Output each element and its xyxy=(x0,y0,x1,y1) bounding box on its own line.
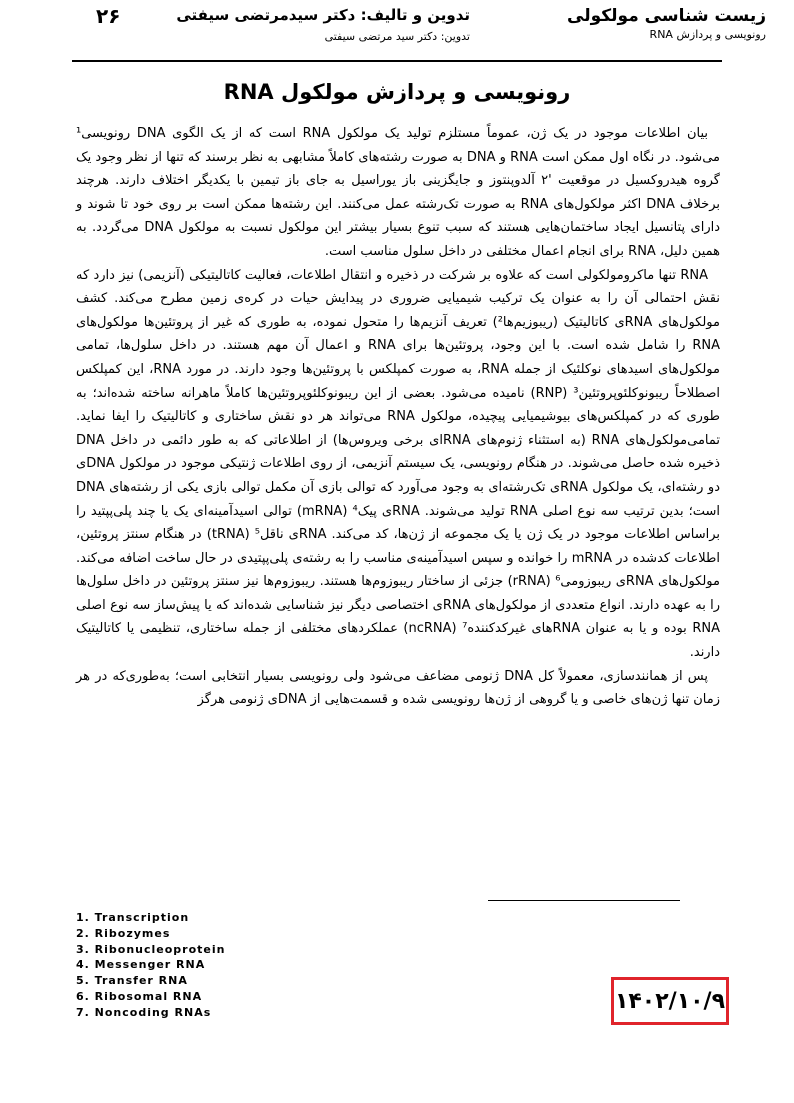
date-stamp xyxy=(611,977,729,1025)
header-divider xyxy=(72,60,722,62)
footnote: 2. Ribozymes xyxy=(76,926,171,940)
paragraph: RNA تنها ماکرومولکولی است که علاوه بر شرکت در ذخیره و انتقال اطلاعات، فعالیت کاتالیتیکی (آنزیمی) نیز دارد که نقش احتمالی آن را به عنوان یک ترکیب شیمیایی ضروری در پیدایش حیات در کره‌ی زمین مطرح می‌کند. کشف مولکول‌های RNAی کاتالیتیک (ریبوزیم‌ها²) تعریف آنزیم‌ها را متحول نموده، به طوری که غیر از پروتئین‌ها مولکول‌های RNA را شامل شده است. با این وجود، پروتئین‌ها برای RNA و اعمال آن مهم هستند. در داخل سلول‌ها، تمامی مولکول‌های اسیدهای نوکلئیک از جمله RNA، به صورت کمپلکس با پروتئین‌ها وجود دارند. در مورد RNA، این کمپلکس اصطلاحاً ریبونوکلئوپروتئین³ (RNP) نامیده می‌شود. بعضی از این ریبونوکلئوپروتئین‌ها کاملاً ماهرانه ساخته شده‌اند؛ به طوری که در کمپلکس‌های بیوشیمیایی پیچیده، مولکول RNA می‌تواند هر دو نقش ساختاری و کاتالیتیک را ایفا نماید. تمامی‌مولکول‌های RNA (به استثناء ژنوم‌های RNAای برخی ویروس‌ها) از اطلاعاتی که به طور دائمی در داخل DNA ذخیره شده حاصل می‌شوند. در هنگام رونویسی، یک سیستم آنزیمی، از روی اطلاعات ژنتیکی موجود در مولکول DNAی دو رشته‌ای، یک مولکول RNAی تک‌رشته‌ای به وجود می‌آورد که توالی بازی آن مکمل توالی بازی یکی از رشته‌های DNA است؛ بدین ترتیب سه نوع اصلی RNA تولید می‌شوند. RNAی پیک⁴ (mRNA) توالی اسیدآمینه‌ای یک یا چند پلی‌پپتید را براساس اطلاعات موجود در یک ژن یا یک مجموعه از ژن‌ها، کد می‌کند. RNAی ناقل⁵ (tRNA) در هنگام سنتز پروتئین، اطلاعات کدشده در mRNA را خوانده و سپس اسیدآمینه‌ی مناسب را به رشته‌ی پلی‌پپتیدی در حال ساخت اضافه می‌کند. مولکول‌های RNAی ریبوزومی⁶ (rRNA) جزئی از ساختار ریبوزوم‌ها هستند. ریبوزوم‌ها نیز سنتز پروتئین در داخل سلول‌ها را به عهده دارند. انواع متعددی از مولکول‌های RNAی اختصاصی دیگر نیز شناسایی شده‌اند که یا پیش‌ساز سه نوع اصلی RNA بوده و یا به عنوان RNAهای غیرکدکننده⁷ (ncRNA) عملکردهای مختلفی از جمله ساختاری، تنظیمی یا کاتالیتیک دارند. xyxy=(76,267,721,661)
page-number: ۲۶ xyxy=(96,4,121,28)
compiler-line: تدوین: دکتر سید مرتضی سیفتی xyxy=(324,30,470,43)
footnote: 1. Transcription xyxy=(76,911,190,924)
footnote: 4. Messenger RNA xyxy=(76,958,206,972)
footnote: 5. Transfer RNA xyxy=(76,974,188,988)
footnote: 3. Ribonucleoprotein xyxy=(76,942,226,956)
chapter-subtitle: رونویسی و پردازش RNA xyxy=(649,28,766,41)
footnotes xyxy=(76,910,225,1021)
running-header-right xyxy=(567,6,766,41)
paragraph: پس از همانندسازی، معمولاً کل DNA ژنومی مضاعف می‌شود ولی رونویسی بسیار انتخابی است؛ به‌طوری‌که در هر زمان تنها ژن‌های خاصی و یا گروهی از ژن‌ها رونویسی شده و قسمت‌هایی از DNAی ژنومی هرگز xyxy=(76,668,720,708)
stamp-date: ۱۴۰۲/۱۰/۹ xyxy=(614,988,726,1014)
book-title: زیست شناسی مولکولی xyxy=(567,6,766,26)
author-line: تدوین و تالیف: دکتر سیدمرتضی سیفتی xyxy=(176,6,470,24)
running-header-author xyxy=(170,6,470,43)
footnote: 6. Ribosomal RNA xyxy=(76,989,203,1003)
footnote: 7. Noncoding RNAs xyxy=(76,1005,212,1019)
body-text xyxy=(76,122,720,712)
paragraph: بیان اطلاعات موجود در یک ژن، عموماً مستلزم تولید یک مولکول RNA است که از یک الگوی DNA رونویسی¹ می‌شود. در نگاه اول ممکن است RNA و DNA به صورت رشته‌های کاملاً مشابهی به نظر برسند که تنها از نظر وجود یک گروه هیدروکسیل در موقعیت '۲ آلدوپنتوز و جایگزینی باز یوراسیل به جای باز تیمین با یکدیگر اختلاف دارند. هرچند برخلاف DNA اکثر مولکول‌های RNA به صورت تک‌رشته عمل می‌کنند. این رشته‌ها ممکن است بر روی خود تا شوند و دارای پتانسیل ایجاد ساختمان‌هایی هستند که سبب تنوع بسیار بیشتر این مولکول نسبت به مولکول DNA می‌گردد. به همین دلیل، RNA برای انجام اعمال مختلفی در داخل سلول مناسب است. xyxy=(76,126,720,259)
page-title: رونویسی و پردازش مولکول RNA xyxy=(223,80,571,104)
footnote-divider xyxy=(488,900,680,901)
